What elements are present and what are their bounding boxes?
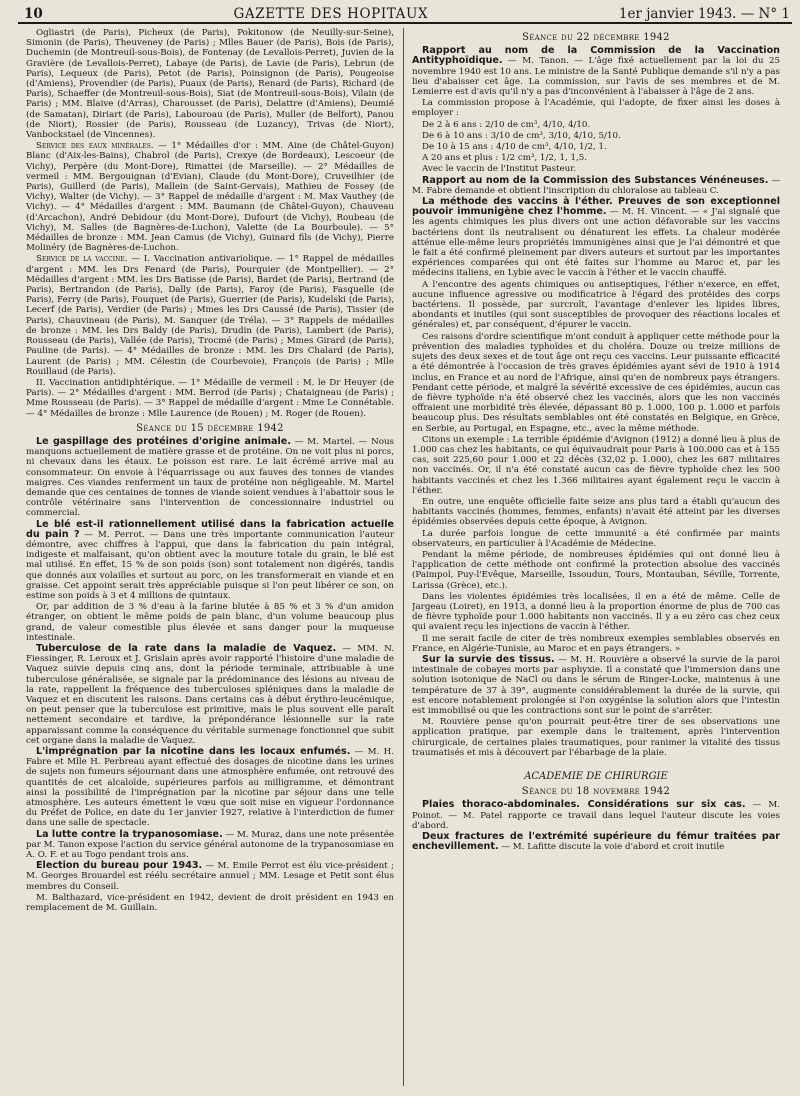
page-header [18,0,792,24]
dose-line: De 2 à 6 ans : 2/10 de cm³, 4/10, 4/10. [422,119,591,130]
article: Sur la survie des tissus. — M. H. Rouvière a observé la survie de la paroi intestinale de cobayes morts par asphyxie. Il a constaté que l'immersion dans une solution isotonique de NaCl ou dans le sérum de Ringer-Locke, maintenus à une température de 37 à 39°, augmente considérablement la durée de la survie, qui est encore notablement prolongée si l'on oxygénise la solution alors que l'intestin est immobilisé ou que les contractions sont sur le point de s'arrêter. [412,653,780,716]
article: Deux fractures de l'extrémité supérieure du fémur traitées par enchevillement. — M. Lafitte discute la voie d'abord et croit inutile [412,831,780,853]
paragraph: Il me serait facile de citer de très nombreux exemples semblables observés en France, en Algérie-Tunisie, au Maroc et en pays étrangers. » [412,633,780,654]
article: Tuberculose de la rate dans la maladie de Vaquez. — MM. N. Fiessinger, R. Lerouх et J. Grislain après avoir rapporté l'histoire d'une maladie de Vaquez suivie depuis cinq ans, dont la période terminale, attribuable à une tuberculose généralisée, se signale par la prédominance des lésions au niveau de la rate, rappellent la fréquence des tuberculoses spléniques dans la maladie de Vaquez et en discutent les raisons. Dans certains cas à début érythro-leucémique, on peut penser que la tuberculose est primitive, mais le plus souvent elle paraît nettement secondaire et tardive, la prépondérance lésionnelle sur la rate apparaissant comme la conséquence du véritable surmenage fonctionnel que subit cet organe dans la maladie de Vaquez. [26,642,394,746]
paragraph: II. Vaccination antidiphtérique. — 1° Médaille de vermeil : M. le Dr Heuyer (de Paris). — 2° Médailles d'argent : MM. Berrod (de Paris) ; Chataigneau (de Paris) ; Mme Rousseau (de Paris). — 3° Rappel de médaille d'argent : Mme Le Connétable. — 4° Médailles de bronze : Mlle Laurence (de Rouen) ; M. Roger (de Rouen). [26,377,394,419]
paragraph: Service de la vaccine. — I. Vaccination antivariolique. — 1° Rappel de médailles d'argent : MM. les Drs Fenard (de Paris), Pourquier (de Montpellier). — 2° Médailles d'argent : MM. les Drs Batisse (de Paris), Bardet (de Paris), Bertrand (de Paris), Bertrandon (de Paris), Dally (de Paris), Faroy (de Paris), Fasquelle (de Paris), Ferry (de Paris), Fouquet (de Paris), Guerrier (de Paris), Kudelski (de Paris), Lecerf (de Paris), Verdier (de Paris) ; Mmes les Drs Caussé (de Paris), Tissier (de Paris), Chauvineau (de Paris), M. Sanquer (de Tréla). — 3° Rappels de médailles de bronze : MM. les Drs Baldy (de Paris), Drudin (de Paris), Lambert (de Paris), Rousseau (de Paris), Vallée (de Paris), Trocmé (de Paris) ; Mmes Girard (de Paris), Pauline (de Paris). — 4° Médailles de bronze : MM. les Drs Chalard (de Paris), Laurent (de Paris) ; MM. Célestin (de Courbevoie), François (de Paris) ; Mlle Rouillaud (de Paris). [26,254,394,377]
article-title: La lutte contre la trypanosomiase. [36,828,223,840]
article: Rapport au nom de la Commission des Substances Vénéneuses. — M. Fabre demande et obtient l'inscription du chloralose au tableau C. [412,174,780,196]
article: Election du bureau pour 1943. — M. Emile Perrot est élu vice-président ; M. Georges Brouardel est réélu secrétaire annuel ; MM. Lesage et Petit sont élus membres du Conseil. [26,860,394,892]
article-title: Le gaspillage des protéines d'origine animale. [36,435,291,447]
paragraph: La commission propose à l'Académie, qui l'adopte, de fixer ainsi les doses à employer : [412,98,780,119]
article: Le gaspillage des protéines d'origine animale. — M. Martel. — Nous manquons actuellement de matière grasse et de protéine. On ne voit plus ni porcs, ni chevaux dans les étaux. Le poisson est rare. Le lait écrémé arrive mal au consommateur. On envoie à l'équarrissage ou aux fauves des tonnes de viandes maigres. Ces viandes renferment un taux de protéine non négligeable. M. Martel demande que ces centaines de tonnes de viande soient vendues à l'abattoir sous le contrôle vétérinaire sans l'intervention de concessionnaire industriel ou commercial. [26,435,394,519]
paragraph: Pendant la même période, de nombreuses épidémies qui ont donné lieu à l'application de cette méthode ont confirmé la protection absolue des vaccinés (Paimpol, Puy-l'Evêque, Marseille, Issoudun, Tours, Montauban, Séville, Torrente, Larissa (Grèce), etc.). [412,549,780,591]
article: L'imprégnation par la nicotine dans les locaux enfumés. — M. H. Fabre et Mlle H. Perbreau ayant effectué des dosages de nicotine dans les urines de sujets non fumeurs séjournant dans une atmosphère enfumée, ont retrouvé des quantités de cet alcaloïde, supérieures parfois au milligramme, et démontrant ainsi la possibilité de l'imprégnation par la nicotine par séjour dans une telle atmosphère. Les auteurs émettent le vœu que soit mise en vigueur l'ordonnance du Préfet de Police, en date du 1er janvier 1927, relative à l'interdiction de fumer dans une salle de spectacle. [26,746,394,829]
column-divider [403,28,404,1086]
article-title: Le blé est-il rationnellement utilisé dans la fabrication actuelle du pain ? [26,518,394,540]
article-title: Tuberculose de la rate dans la maladie de Vaquez. [36,642,337,654]
paragraph: Or, par addition de 3 % d'eau à la farine blutée à 85 % et 3 % d'un amidon étranger, on obtient le même poids de pain blanc, d'un volume beaucoup plus grand, de valeur comestible plus élevée et sans danger pour la muqueuse intestinale. [26,602,394,643]
paragraph: A l'encontre des agents chimiques ou antiseptiques, l'éther n'exerce, en effet, aucune influence agressive ou modificatrice à l'égard des protéides des corps bactériens. Il possède, par surcroît, l'avantage d'enlever les lipides libres, abondants et inutiles (qui sont susceptibles de provoquer des réactions locales et générales) et, par conséquent, d'épurer le vaccin. [412,279,780,331]
issue-date: 1er janvier 1943. — N° 1 [618,6,790,22]
article-title: L'imprégnation par la nicotine dans les locaux enfumés. [36,746,351,758]
session-heading: Séance du 18 novembre 1942 [521,786,671,798]
article: La méthode des vaccins à l'éther. Preuves de son exceptionnel pouvoir immunigène chez l'homme. — M. H. Vincent. — « J'ai signalé que les agents chimiques les plus divers ont une action défavorable sur les vaccins bactériens dont ils neutralisent ou dénaturent les effets. La chaleur modérée atténue elle-même leurs propriétés immunigènes ainsi que je l'ai démontré et que le fait a été confirmé pleinement par divers auteurs et surtout par les importantes expériences comparées qui ont été faites sur l'homme au Maroc et, par les médecins italiens, en Lybie avec le vaccin à l'éther et le vaccin chauffé. [412,196,780,279]
session-heading: Séance du 22 décembre 1942 [522,32,670,43]
dose-line: De 6 à 10 ans : 3/10 de cm³, 3/10, 4/10, 5/10. [422,130,621,141]
paragraph: Citons un exemple : La terrible épidémie d'Avignon (1912) a donné lieu à plus de 1.000 cas chez les habitants, ce qui équivaudrait pour Paris à 100.000 cas et à 155 cas, soit 225,60 pour 1.000 et 22 décès (32,02 p. 1.000), chez les 687 militaires non vaccinés. Or, il n'a été constaté aucun cas de fièvre typhoïde chez les 500 habitants vaccinés et chez les 1.366 militaires ayant également reçu le vaccin à l'éther. [412,434,780,496]
page-number: 10 [24,6,43,22]
article-title: Deux fractures de l'extrémité supérieure du fémur traitées par enchevillement. [412,831,780,853]
dose-line: Avec le vaccin de l'Institut Pasteur. [422,164,577,175]
paragraph: Ces raisons d'ordre scientifique m'ont conduit à appliquer cette méthode pour la prévention des maladies typhoïdes et du choléra. Douze ou treize millions de sujets des deux sexes et de tout âge ont reçu ces vaccins. Leur puissante efficacité a été démontrée à l'occasion de très graves épidémies ayant sévi de 1910 à 1914 inclus, en France et au nord de l'Afrique, ainsi qu'en de nombreux pays étrangers. Pendant cette période, et malgré la sévérité excessive de ces épidémies, aucun cas de fièvre typhoïde n'a été observé chez les vaccinés, alors que les non vaccinés offraient une morbidité très élevée, dépassant 80 p. 1.000, 100 p. 1.000 et parfois beaucoup plus. Des résultats semblables ont été constatés en Belgique, en Grèce, en Serbie, au Portugal, en Espagne, etc., avec la même méthode. [412,331,780,434]
article-title: Rapport au nom de la Commission des Substances Vénéneuses. [422,174,769,186]
article-title: Plaies thoraco-abdominales. Considérations sur six cas. [422,799,746,811]
session-heading: Séance du 15 décembre 1942 [136,422,284,434]
masthead: GAZETTE DES HOPITAUX [233,6,429,22]
paragraph: Ogliastri (de Paris), Picheux (de Paris), Pokitonow (de Neuilly-sur-Seine), Simonin (de Paris), Theuveney (de Paris) ; Mlles Bauer (de Paris), Bois (de Paris), Duchemin (de Montreuil-sous-Bois), de Fontenay (de Levallois-Perret), Juvien de la Gravière (de Levallois-Perret), Labaye (de Paris), de Lavie (de Paris), Lebrun (de Paris), Lequeux (de Paris), Petot (de Paris), Poinsignon (de Paris), Pougeoise (d'Amiens), Provendier (de Paris), Puaux (de Paris), Renard (de Paris), Richard (de Paris), Schaeffer (de Montreuil-sous-Bois), Siat (de Montreuil-sous-Bois), Vilain (de Paris) ; MM. Blaive (d'Arras), Charousset (de Paris), Delattre (d'Amiens), Deumié (de Samatan), Diriart (de Paris), Labouroau (de Paris), Muller (de Belfort), Panou (de Niort), Rossier (de Paris), Rousseau (de Luzancy), Trivas (de Niort), Vanbockstael (de Vincennes). [26,28,394,141]
dose-line: De 10 à 15 ans : 4/10 de cm³, 4/10, 1/2, 1. [422,142,607,153]
article: Plaies thoraco-abdominales. Considérations sur six cas. — M. Poinot. — M. Patel rapporte ce travail dans lequel l'auteur discute les voies d'abord. [412,799,780,831]
section-heading: ACADEMIE DE CHIRURGIE [524,771,668,783]
paragraph: En outre, une enquête officielle faite seize ans plus tard a établi qu'aucun des habitants vaccinés (hommes, femmes, enfants) n'avait été atteint par les diverses épidémies observées depuis cette époque, à Avignon. [412,496,780,528]
article: Rapport au nom de la Commission de la Vaccination Antityphoïdique. — M. Tanon. — L'âge fixé actuellement par la loi du 25 novembre 1940 est 10 ans. Le ministre de la Santé Publique demande s'il n'y a pas lieu d'abaisser cet âge. La commission, sur l'avis de ses membres et de M. Lemierre est d'avis qu'il n'y a pas d'inconvénient à l'abaisser à l'âge de 2 ans. [412,45,780,98]
article-title: Rapport au nom de la Commission de la Vaccination Antityphoïdique. [412,45,780,67]
left-column [26,28,394,1088]
paragraph: M. Balthazard, vice-président en 1942, devient de droit président en 1943 en remplacement de M. Guillain. [26,892,394,914]
right-column [412,28,780,1088]
paragraph: La durée parfois longue de cette immunité a été confirmée par maints observateurs, en particulier à l'Académie de Médecine. [412,528,780,549]
article-title: La méthode des vaccins à l'éther. Preuves de son exceptionnel pouvoir immunigène chez l'homme. [412,196,780,218]
article-title: Election du bureau pour 1943. [36,860,203,872]
article: La lutte contre la trypanosomiase. — M. Muraz, dans une note présentée par M. Tanon expose l'action du service général autonome de la trypanosomiase en A. O. F. et au Togo pendant trois ans. [26,828,394,861]
paragraph: Dans les violentes épidémies très localisées, il en a été de même. Celle de Jargeau (Loiret), en 1913, a donné lieu à la proportion énorme de plus de 700 cas de fièvre typhoïde pour 1.000 habitants non vaccinés. Il y a eu zéro cas chez ceux qui avaient reçu les injections de vaccin à l'éther. [412,591,780,633]
article: Le blé est-il rationnellement utilisé dans la fabrication actuelle du pain ? — M. Perrot. — Dans une très importante communication l'auteur démontre, avec chiffres à l'appui, que dans la fabrication du pain intégral, indigeste et malfaisant, qu'on obtient avec la mouture totale du grain, le blé est mal utilisé. En effet, 15 % de son poids (son) sont totalement non digérés, tandis que donnés aux volailles et surtout au porc, on les transformerait en viande et en graisse. Cet appoint serait très appréciable puisque si l'on peut libérer ce son, on estime son poids à 3 et 4 millions de quintaux. [26,518,394,601]
paragraph: Service des eaux minérales. — 1° Médailles d'or : MM. Aine (de Châtel-Guyon) Blanc (d'Aix-les-Bains), Chabrol (de Paris), Crexye (de Bordeaux), Lescoeur (de Vichy), Perpère (du Mont-Dore), Rimattei (de Marseille). — 2° Médailles de vermeil : MM. Bergouignan (d'Evian), Claude (du Mont-Dore), Cruveilhier (de Paris), Guillerd (de Paris), Mallein (de Saint-Gervais), Mathieu de Fossey (de Vichy), Walter (de Vichy). — 3° Rappel de médaille d'argent : M. Max Vauthey (de Vichy). — 4° Médailles d'argent : MM. Baumann (de Châtel-Guyon), Chauveau (d'Arcachon), André Debidour (du Mont-Dore), Dufourt (de Vichy), Roubeau (de Vichy), M. Salles (de Bagnères-de-Luchon), Valette (de La Bourboule). — 5° Médailles de bronze : MM. Jean Camus (de Vichy), Guinard fils (de Vichy), Pierre Molinéry (de Bagnères-de-Luchon. [26,141,394,254]
article-title: Sur la survie des tissus. [422,653,555,665]
paragraph: M. Rouvière pense qu'on pourrait peut-être tirer de ses observations une application pratique, par exemple dans le traitement, après l'intervention chirurgicale, de certaines plaies traumatiques, pour ranimer la vitalité des tissus traumatisés et mis à découvert par l'ébarbage de la plaie. [412,717,780,758]
dose-line: A 20 ans et plus : 1/2 cm³, 1/2, 1, 1,5. [422,153,588,164]
